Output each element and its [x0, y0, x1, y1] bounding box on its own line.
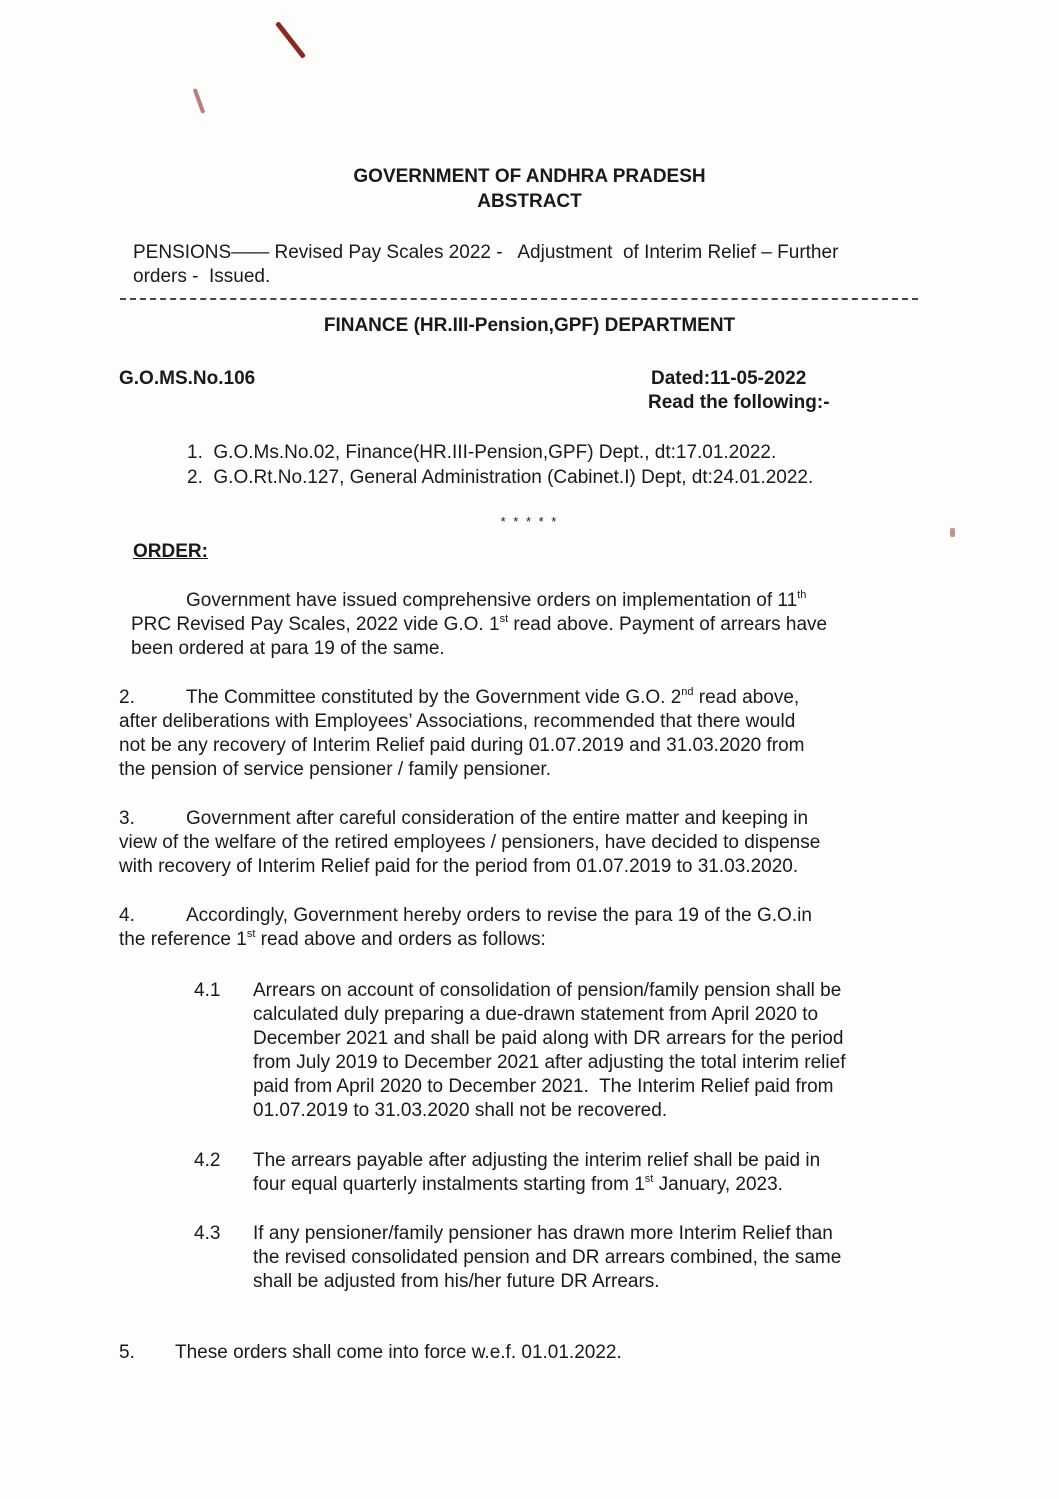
subpara-4-3-line-1: If any pensioner/family pensioner has drawn more Interim Relief than: [253, 1223, 833, 1244]
reference-1: 1. G.O.Ms.No.02, Finance(HR.III-Pension,GPF) Dept., dt:17.01.2022.: [187, 442, 777, 463]
para-3-line-1: Government after careful consideration of the entire matter and keeping in: [186, 808, 809, 829]
subpara-4-1-number: 4.1: [194, 980, 221, 1001]
department-title: FINANCE (HR.III-Pension,GPF) DEPARTMENT: [323, 315, 736, 336]
subpara-4-1-line-2: calculated duly preparing a due-drawn statement from April 2020 to: [253, 1004, 819, 1025]
para-3-line-2: view of the welfare of the retired employees / pensioners, have decided to dispense: [119, 832, 821, 853]
ink-mark: [193, 88, 206, 114]
subpara-4-1-line-6: 01.07.2019 to 31.03.2020 shall not be recovered.: [253, 1100, 668, 1121]
order-heading: ORDER:: [133, 541, 208, 562]
subpara-4-1-line-1: Arrears on account of consolidation of pension/family pension shall be: [253, 980, 842, 1001]
para-2-line-1: The Committee constituted by the Government vide G.O. 2nd read above,: [186, 685, 800, 708]
para-4-line-1: Accordingly, Government hereby orders to revise the para 19 of the G.O.in: [186, 905, 812, 926]
separator-line: [120, 298, 918, 300]
reference-2: 2. G.O.Rt.No.127, General Administration (Cabinet.I) Dept, dt:24.01.2022.: [187, 467, 814, 488]
ink-mark: [275, 21, 306, 59]
para-1-line-1: Government have issued comprehensive orders on implementation of 11th: [186, 588, 807, 611]
government-title: GOVERNMENT OF ANDHRA PRADESH: [353, 166, 706, 187]
para-4-number: 4.: [119, 905, 135, 926]
subpara-4-3-number: 4.3: [194, 1223, 221, 1244]
go-number: G.O.MS.No.106: [119, 368, 256, 389]
para-2-line-2: after deliberations with Employees’ Associations, recommended that there would: [119, 711, 796, 732]
para-2-line-4: the pension of service pensioner / family pensioner.: [119, 759, 551, 780]
abstract-title: ABSTRACT: [477, 191, 582, 212]
subpara-4-1-line-3: December 2021 and shall be paid along with DR arrears for the period: [253, 1028, 844, 1049]
para-4-line-2: the reference 1st read above and orders as follows:: [119, 927, 546, 950]
para-5-number: 5.: [119, 1342, 135, 1363]
subpara-4-3-line-2: the revised consolidated pension and DR arrears combined, the same: [253, 1247, 842, 1268]
para-1-line-3: been ordered at para 19 of the same.: [131, 638, 445, 659]
subpara-4-1-line-4: from July 2019 to December 2021 after adjusting the total interim relief: [253, 1052, 846, 1073]
para-3-line-3: with recovery of Interim Relief paid for the period from 01.07.2019 to 31.03.2020.: [119, 856, 799, 877]
read-following: Read the following:-: [648, 392, 830, 413]
subpara-4-3-line-3: shall be adjusted from his/her future DR Arrears.: [253, 1271, 660, 1292]
subpara-4-1-line-5: paid from April 2020 to December 2021. The Interim Relief paid from: [253, 1076, 834, 1097]
go-date: Dated:11-05-2022: [651, 368, 807, 389]
subject-line-1: PENSIONS—— Revised Pay Scales 2022 - Adjustment of Interim Relief – Further: [133, 242, 839, 263]
para-2-number: 2.: [119, 687, 135, 708]
para-1-line-2: PRC Revised Pay Scales, 2022 vide G.O. 1st read above. Payment of arrears have: [131, 612, 828, 635]
para-2-line-3: not be any recovery of Interim Relief paid during 01.07.2019 and 31.03.2020 from: [119, 735, 805, 756]
para-5-text: These orders shall come into force w.e.f. 01.01.2022.: [175, 1342, 622, 1363]
stars-divider: * * * * *: [500, 514, 559, 529]
para-3-number: 3.: [119, 808, 135, 829]
subpara-4-2-line-1: The arrears payable after adjusting the interim relief shall be paid in: [253, 1150, 821, 1171]
subpara-4-2-number: 4.2: [194, 1150, 221, 1171]
subpara-4-2-line-2: four equal quarterly instalments starting from 1st January, 2023.: [253, 1172, 783, 1195]
subject-line-2: orders - Issued.: [133, 266, 271, 287]
